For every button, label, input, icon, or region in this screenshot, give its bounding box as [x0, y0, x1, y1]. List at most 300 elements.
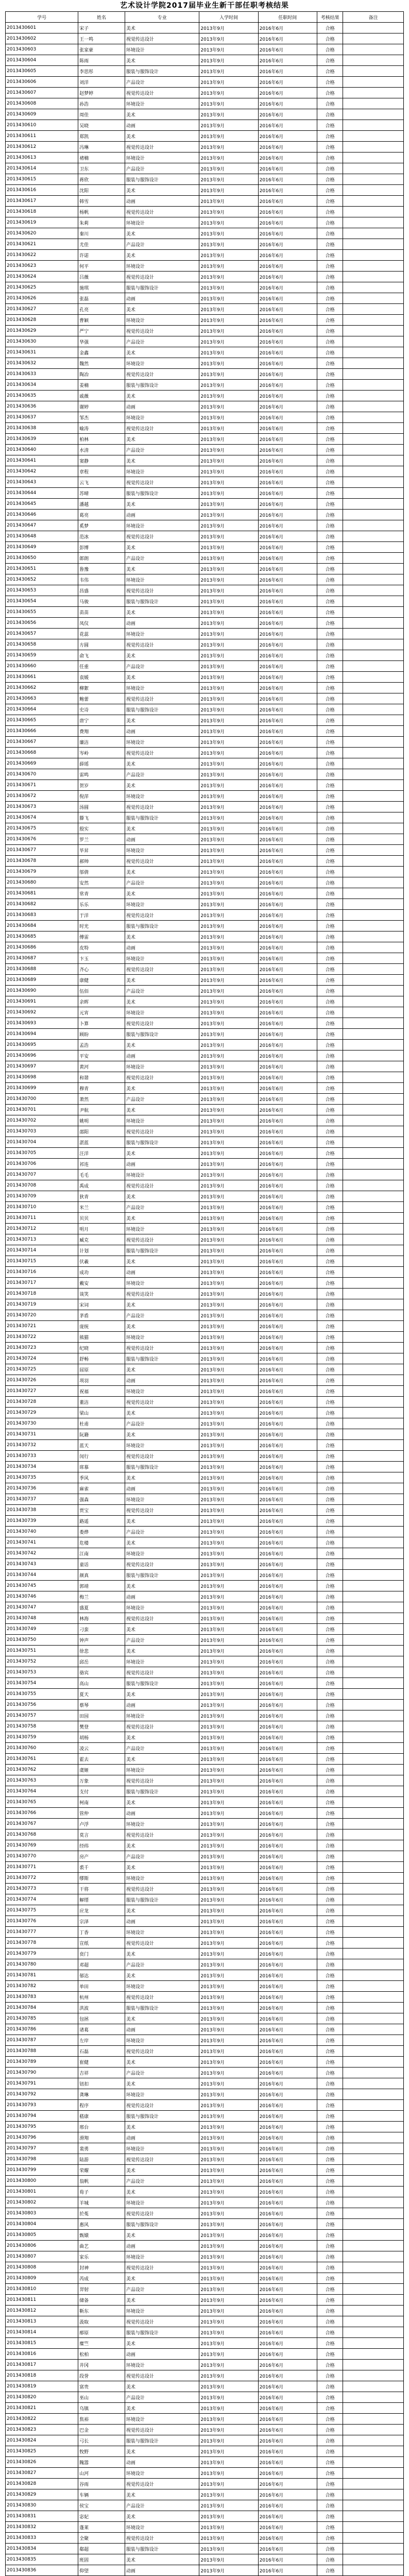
table-row: [6, 1710, 404, 1721]
table-cell: 巴金: [78, 2425, 125, 2435]
table-cell: 2016年6月: [258, 1505, 317, 1516]
table-cell: 服装与服饰设计: [125, 2003, 199, 2013]
table-cell: 合格: [317, 1332, 343, 1343]
table-cell: 2016年6月: [258, 693, 317, 704]
table-cell: 2013年9月: [199, 1894, 258, 1905]
table-cell: 2016年6月: [258, 1743, 317, 1754]
table-cell: [343, 196, 404, 207]
table-cell: 2013430821: [6, 2403, 78, 2414]
table-cell: 合格: [317, 2533, 343, 2544]
table-cell: [343, 2122, 404, 2132]
table-cell: 和谐: [78, 1072, 125, 1083]
table-cell: 2016年6月: [258, 445, 317, 455]
table-cell: 2013年9月: [199, 1462, 258, 1472]
table-cell: 2016年6月: [258, 1213, 317, 1224]
table-cell: 2013年9月: [199, 899, 258, 910]
table-cell: 2013430689: [6, 975, 78, 986]
table-cell: 合格: [317, 1321, 343, 1332]
table-cell: 视觉传达设计: [125, 1938, 199, 1948]
table-row: [6, 1451, 404, 1462]
table-row: [6, 1094, 404, 1105]
table-cell: 邢台: [78, 2122, 125, 2132]
table-cell: 2016年6月: [258, 2392, 317, 2403]
table-row: [6, 434, 404, 445]
table-cell: 2013430826: [6, 2457, 78, 2468]
table-cell: 合格: [317, 185, 343, 196]
table-cell: 平安: [78, 1050, 125, 1061]
table-row: [6, 2046, 404, 2057]
table-cell: 2013430739: [6, 1516, 78, 1527]
table-cell: 昌盛: [78, 585, 125, 596]
table-row: [6, 748, 404, 758]
table-cell: 合格: [317, 1429, 343, 1440]
table-row: [6, 2327, 404, 2338]
table-cell: 2013430804: [6, 2219, 78, 2230]
table-cell: 2016年6月: [258, 1948, 317, 1959]
table-cell: 2013430714: [6, 1245, 78, 1256]
table-cell: 云飞: [78, 477, 125, 488]
table-cell: 龚琳: [78, 2089, 125, 2100]
table-cell: 康健: [78, 975, 125, 986]
table-cell: 丁香: [78, 1927, 125, 1938]
table-cell: 2013年9月: [199, 510, 258, 520]
table-cell: 合格: [317, 2500, 343, 2511]
table-row: [6, 1180, 404, 1191]
table-cell: 合格: [317, 2100, 343, 2111]
table-cell: 环境设计: [125, 899, 199, 910]
table-cell: 荀子: [78, 2187, 125, 2197]
table-cell: 韦伟: [78, 574, 125, 585]
table-cell: [343, 1884, 404, 1894]
table-cell: 2013430606: [6, 77, 78, 88]
table-cell: 2013430761: [6, 1754, 78, 1765]
table-cell: [343, 163, 404, 174]
table-cell: 2016年6月: [258, 196, 317, 207]
table-cell: 2013年9月: [199, 250, 258, 261]
table-cell: [343, 2003, 404, 2013]
table-cell: 2013430737: [6, 1494, 78, 1505]
table-row: [6, 2122, 404, 2132]
table-cell: 合格: [317, 823, 343, 834]
table-cell: 2013年9月: [199, 2446, 258, 2457]
table-cell: 全聚: [78, 2533, 125, 2544]
table-cell: 米兰: [78, 1202, 125, 1213]
table-cell: 2016年6月: [258, 55, 317, 66]
table-cell: 2016年6月: [258, 1451, 317, 1462]
table-row: [6, 986, 404, 996]
table-cell: 2013年9月: [199, 856, 258, 867]
table-cell: 2016年6月: [258, 1916, 317, 1927]
table-cell: 2013年9月: [199, 877, 258, 888]
table-cell: [343, 1234, 404, 1245]
table-cell: 2013年9月: [199, 120, 258, 131]
table-cell: 2013年9月: [199, 986, 258, 996]
table-cell: [343, 66, 404, 77]
table-cell: 合格: [317, 1840, 343, 1851]
table-cell: 2013430813: [6, 2316, 78, 2327]
table-cell: 2013430768: [6, 1829, 78, 1840]
table-cell: 娄烨: [78, 1527, 125, 1537]
table-cell: 2013年9月: [199, 142, 258, 152]
table-cell: 2016年6月: [258, 1840, 317, 1851]
table-cell: 2016年6月: [258, 2089, 317, 2100]
table-cell: 2013年9月: [199, 1386, 258, 1397]
table-cell: 视觉传达设计: [125, 1559, 199, 1570]
table-cell: 合格: [317, 1472, 343, 1483]
table-cell: 合格: [317, 2122, 343, 2132]
table-cell: 2013年9月: [199, 1505, 258, 1516]
table-cell: 2013430694: [6, 1029, 78, 1040]
table-row: [6, 77, 404, 88]
table-cell: [343, 1148, 404, 1159]
table-cell: 2016年6月: [258, 1332, 317, 1343]
table-cell: [343, 2165, 404, 2176]
table-cell: 2016年6月: [258, 98, 317, 109]
table-cell: 2013430691: [6, 996, 78, 1007]
table-cell: 2013430686: [6, 942, 78, 953]
table-cell: 2013年9月: [199, 1278, 258, 1289]
table-cell: 合格: [317, 55, 343, 66]
table-cell: 2016年6月: [258, 2057, 317, 2067]
table-cell: 2013430784: [6, 2003, 78, 2013]
table-cell: [343, 1137, 404, 1148]
table-cell: 2013430810: [6, 2284, 78, 2295]
table-cell: 谈笑: [78, 1289, 125, 1299]
table-row: [6, 2403, 404, 2414]
table-cell: 2013430721: [6, 1321, 78, 1332]
table-cell: 季风: [78, 1472, 125, 1483]
table-row: [6, 1159, 404, 1170]
table-cell: 2016年6月: [258, 488, 317, 499]
table-cell: 2013年9月: [199, 1570, 258, 1581]
table-cell: 2013430825: [6, 2446, 78, 2457]
table-cell: 产品设计: [125, 1418, 199, 1429]
table-cell: 环境设计: [125, 1170, 199, 1180]
table-cell: 合格: [317, 217, 343, 228]
table-row: [6, 542, 404, 553]
table-cell: 郭靖: [78, 1581, 125, 1591]
table-cell: 2016年6月: [258, 1797, 317, 1808]
table-cell: 2013年9月: [199, 975, 258, 986]
table-cell: [343, 629, 404, 639]
table-row: [6, 455, 404, 466]
table-cell: 2013430693: [6, 1018, 78, 1029]
table-cell: 2013430747: [6, 1602, 78, 1613]
table-cell: 2013年9月: [199, 1050, 258, 1061]
table-cell: 2016年6月: [258, 867, 317, 877]
table-cell: 2013年9月: [199, 2187, 258, 2197]
table-cell: 2013年9月: [199, 748, 258, 758]
table-cell: 皮特: [78, 942, 125, 953]
table-row: [6, 812, 404, 823]
table-cell: [343, 564, 404, 574]
table-cell: 视觉传达设计: [125, 2370, 199, 2381]
table-cell: 2013430724: [6, 1353, 78, 1364]
table-cell: 毕昇: [78, 845, 125, 856]
table-cell: 汲取: [78, 2316, 125, 2327]
table-cell: 2016年6月: [258, 1159, 317, 1170]
table-cell: 合格: [317, 1905, 343, 1916]
table-cell: 美术: [125, 1797, 199, 1808]
table-cell: 郗超: [78, 2544, 125, 2554]
table-row: [6, 272, 404, 282]
table-cell: 2013年9月: [199, 2327, 258, 2338]
table-cell: 合格: [317, 1278, 343, 1289]
table-cell: 熊猫: [78, 1332, 125, 1343]
table-cell: 美术: [125, 1646, 199, 1656]
table-cell: 2016年6月: [258, 272, 317, 282]
table-cell: [343, 531, 404, 542]
table-cell: 动画: [125, 510, 199, 520]
table-cell: 2013年9月: [199, 2046, 258, 2057]
table-cell: 2013年9月: [199, 1927, 258, 1938]
table-cell: 2016年6月: [258, 369, 317, 380]
table-cell: 2013430829: [6, 2489, 78, 2500]
table-header-row: [6, 12, 404, 23]
table-cell: 2013年9月: [199, 672, 258, 683]
table-row: [6, 1581, 404, 1591]
table-cell: 2013年9月: [199, 2035, 258, 2046]
table-cell: [343, 1483, 404, 1494]
table-cell: 2013430803: [6, 2208, 78, 2219]
table-cell: 邓超: [78, 1959, 125, 1970]
table-cell: 强森: [78, 1494, 125, 1505]
table-row: [6, 2219, 404, 2230]
table-cell: 合格: [317, 1462, 343, 1472]
table-cell: 2013430678: [6, 856, 78, 867]
table-cell: 2013430688: [6, 964, 78, 975]
table-cell: [343, 769, 404, 780]
table-cell: 2016年6月: [258, 996, 317, 1007]
table-cell: 2016年6月: [258, 293, 317, 304]
table-cell: 环境设计: [125, 2414, 199, 2425]
table-cell: 裘千: [78, 1862, 125, 1873]
table-row: [6, 1948, 404, 1959]
table-cell: 汤圆: [78, 802, 125, 812]
table-cell: 合格: [317, 2013, 343, 2024]
table-cell: 合格: [317, 1743, 343, 1754]
table-cell: 合格: [317, 1516, 343, 1527]
table-cell: 2016年6月: [258, 1602, 317, 1613]
table-cell: [343, 823, 404, 834]
table-cell: 环境设计: [125, 2360, 199, 2370]
table-cell: 2016年6月: [258, 1494, 317, 1505]
table-row: [6, 780, 404, 791]
table-row: [6, 1927, 404, 1938]
table-cell: 合格: [317, 1635, 343, 1646]
table-cell: 2013年9月: [199, 2500, 258, 2511]
table-cell: [343, 1873, 404, 1884]
table-cell: 谢婷: [78, 401, 125, 412]
table-row: [6, 2338, 404, 2349]
table-cell: 合格: [317, 2024, 343, 2035]
table-cell: 视觉传达设计: [125, 2479, 199, 2489]
table-row: [6, 1364, 404, 1375]
table-cell: 2013年9月: [199, 326, 258, 336]
table-row: [6, 1321, 404, 1332]
table-cell: [343, 2316, 404, 2327]
table-cell: 2016年6月: [258, 964, 317, 975]
table-cell: 2016年6月: [258, 1537, 317, 1548]
table-cell: 2013年9月: [199, 1310, 258, 1321]
table-cell: 2013年9月: [199, 2003, 258, 2013]
table-cell: 2013年9月: [199, 726, 258, 737]
table-cell: 2013年9月: [199, 2425, 258, 2435]
table-row: [6, 856, 404, 867]
table-cell: 2013年9月: [199, 1581, 258, 1591]
table-cell: 干将: [78, 1884, 125, 1894]
table-cell: 美术: [125, 650, 199, 661]
table-cell: [343, 1375, 404, 1386]
table-cell: 服装与服饰设计: [125, 2544, 199, 2554]
table-cell: 2013年9月: [199, 2370, 258, 2381]
table-cell: 班固: [78, 2554, 125, 2565]
table-cell: 环境设计: [125, 2143, 199, 2154]
table-cell: 惠风: [78, 2219, 125, 2230]
table-row: [6, 1505, 404, 1516]
table-cell: 2013430713: [6, 1234, 78, 1245]
table-cell: 2016年6月: [258, 1646, 317, 1656]
table-cell: 2013430754: [6, 1678, 78, 1689]
table-cell: 2013年9月: [199, 2295, 258, 2306]
table-cell: 2013年9月: [199, 1710, 258, 1721]
table-cell: 合格: [317, 2392, 343, 2403]
table-cell: [343, 1472, 404, 1483]
table-cell: 合格: [317, 142, 343, 152]
table-cell: 服装与服饰设计: [125, 2219, 199, 2230]
table-cell: [343, 758, 404, 769]
table-cell: 鲁豫: [78, 564, 125, 574]
table-cell: 合格: [317, 1667, 343, 1678]
table-cell: 2013430792: [6, 2089, 78, 2100]
table-row: [6, 1570, 404, 1581]
table-cell: 合格: [317, 2316, 343, 2327]
table-row: [6, 1829, 404, 1840]
table-cell: 2013430830: [6, 2500, 78, 2511]
table-cell: 徐悲: [78, 1646, 125, 1656]
table-row: [6, 412, 404, 423]
table-cell: 乌镇: [78, 2403, 125, 2414]
table-cell: [343, 2057, 404, 2067]
table-cell: 环境设计: [125, 1656, 199, 1667]
table-cell: [343, 250, 404, 261]
table-cell: 环境设计: [125, 152, 199, 163]
table-cell: 美术: [125, 23, 199, 33]
table-cell: 2013年9月: [199, 1094, 258, 1105]
table-cell: [343, 802, 404, 812]
table-cell: 合格: [317, 1754, 343, 1765]
table-cell: [343, 44, 404, 55]
table-cell: 2013年9月: [199, 2111, 258, 2122]
table-cell: 2013430827: [6, 2468, 78, 2479]
table-cell: [343, 1678, 404, 1689]
table-cell: 合格: [317, 2197, 343, 2208]
table-cell: 2016年6月: [258, 607, 317, 618]
table-cell: 2013430755: [6, 1689, 78, 1700]
table-cell: 臧克: [78, 1234, 125, 1245]
table-cell: 2013年9月: [199, 845, 258, 856]
table-cell: 美术: [125, 1840, 199, 1851]
table-cell: 窦静: [78, 455, 125, 466]
table-cell: 2016年6月: [258, 1527, 317, 1537]
table-cell: 产品设计: [125, 2176, 199, 2187]
table-cell: 产品设计: [125, 1527, 199, 1537]
table-cell: [343, 737, 404, 748]
table-cell: 服装与服饰设计: [125, 1245, 199, 1256]
table-cell: 2013年9月: [199, 2565, 258, 2576]
table-row: [6, 2035, 404, 2046]
table-cell: 合格: [317, 1678, 343, 1689]
table-cell: [343, 2479, 404, 2489]
table-cell: 曲艺: [78, 2241, 125, 2251]
table-row: [6, 1797, 404, 1808]
table-cell: 2013430623: [6, 261, 78, 272]
table-cell: 合格: [317, 33, 343, 44]
table-cell: 马骏: [78, 596, 125, 607]
table-cell: 视觉传达设计: [125, 856, 199, 867]
table-cell: 服装与服饰设计: [125, 704, 199, 715]
table-cell: [343, 2219, 404, 2230]
table-cell: 2013430729: [6, 1408, 78, 1418]
table-cell: 合格: [317, 672, 343, 683]
table-cell: 合格: [317, 2306, 343, 2316]
table-cell: 巫山: [78, 2392, 125, 2403]
table-cell: [343, 704, 404, 715]
table-cell: 余晖: [78, 996, 125, 1007]
table-cell: 2013年9月: [199, 1451, 258, 1462]
table-cell: 2016年6月: [258, 1732, 317, 1743]
table-cell: 2016年6月: [258, 2468, 317, 2479]
table-cell: 环境设计: [125, 1602, 199, 1613]
table-row: [6, 2457, 404, 2468]
table-cell: 邴原: [78, 2327, 125, 2338]
table-cell: 2016年6月: [258, 2165, 317, 2176]
table-cell: 美术: [125, 2122, 199, 2132]
table-cell: 合格: [317, 466, 343, 477]
table-cell: 宋词: [78, 1299, 125, 1310]
table-cell: 2016年6月: [258, 1289, 317, 1299]
table-cell: 2016年6月: [258, 1829, 317, 1840]
table-cell: 2013年9月: [199, 1180, 258, 1191]
table-cell: 合格: [317, 2554, 343, 2565]
table-row: [6, 477, 404, 488]
table-cell: 2013年9月: [199, 1808, 258, 1819]
table-cell: 2013430808: [6, 2262, 78, 2273]
table-cell: 元宵: [78, 1007, 125, 1018]
table-cell: 2016年6月: [258, 336, 317, 347]
table-cell: 合格: [317, 1343, 343, 1353]
table-cell: 舒畅: [78, 1353, 125, 1364]
table-cell: 2016年6月: [258, 207, 317, 217]
table-cell: 合格: [317, 812, 343, 823]
table-row: [6, 683, 404, 693]
table-cell: [343, 1245, 404, 1256]
table-cell: 2016年6月: [258, 304, 317, 315]
table-cell: 美术: [125, 1191, 199, 1202]
table-cell: 视觉传达设计: [125, 207, 199, 217]
table-cell: 合格: [317, 2381, 343, 2392]
table-cell: 2016年6月: [258, 1700, 317, 1710]
table-cell: 视觉传达设计: [125, 1072, 199, 1083]
table-cell: 林海: [78, 1613, 125, 1624]
table-cell: 动画: [125, 1375, 199, 1386]
table-cell: 左岸: [78, 2035, 125, 2046]
table-cell: 2013430627: [6, 304, 78, 315]
table-cell: 2013430786: [6, 2024, 78, 2035]
table-cell: 动画: [125, 2241, 199, 2251]
table-cell: 动画: [125, 1808, 199, 1819]
table-cell: [343, 1938, 404, 1948]
